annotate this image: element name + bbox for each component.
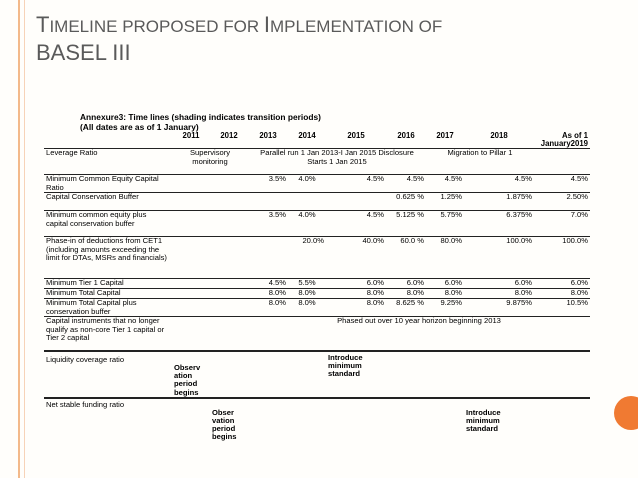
cell-2019: 10.5%	[534, 299, 590, 317]
row-label: Leverage Ratio	[44, 149, 172, 175]
table-row-min-tier1	[44, 279, 590, 289]
title-word-1: IMELINE PROPOSED FOR	[49, 17, 264, 36]
cell-2017: 6.0%	[426, 279, 464, 289]
cell-2015: 8.0%	[326, 289, 386, 299]
cell-2013: 4.5%	[248, 279, 288, 289]
cell-2016: 0.625 %	[386, 193, 426, 211]
row-label: Minimum common equity plus capital conservation buffer	[44, 211, 172, 237]
introduce-cell-2015: Introduce minimum standard	[326, 351, 386, 398]
table-row-capital-conservation-buffer	[44, 193, 590, 211]
cell-2014: 4.0%	[288, 175, 326, 193]
cell-2015: 8.0%	[326, 299, 386, 317]
left-border-line-thin	[24, 0, 25, 478]
orange-circle-decoration	[614, 396, 638, 430]
cell-2014: 20.0%	[288, 237, 326, 279]
cell-2014: 4.0%	[288, 211, 326, 237]
row-label: Minimum Tier 1 Capital	[44, 279, 172, 289]
cell-2018: 100.0%	[464, 237, 534, 279]
year-2017: 2017	[426, 132, 464, 149]
cell-2016: 8.0%	[386, 289, 426, 299]
table-row-liquidity-coverage	[44, 351, 590, 398]
cell-2017: 5.75%	[426, 211, 464, 237]
cell-2015: 6.0%	[326, 279, 386, 289]
row-label: Minimum Total Capital plus conservation buffer	[44, 299, 172, 317]
row-label: Liquidity coverage ratio	[44, 351, 172, 398]
row-label: Phase-in of deductions from CET1 (including amounts exceeding the limit for DTAs, MSRs and financials)	[44, 237, 172, 279]
supervisory-monitoring-cell: Supervisory monitoring	[172, 149, 248, 175]
cell-2016: 8.625 %	[386, 299, 426, 317]
table-row-phase-in-deductions	[44, 237, 590, 279]
cell-2018: 1.875%	[464, 193, 534, 211]
cell-2016: 6.0%	[386, 279, 426, 289]
cell-2014: 5.5%	[288, 279, 326, 289]
cell-2019: 4.5%	[534, 175, 590, 193]
cell-2014: 8.0%	[288, 299, 326, 317]
migration-cell: Migration to Pillar 1	[426, 149, 534, 175]
annexure-line-1: Annexure3: Time lines (shading indicates transition periods)	[80, 112, 321, 122]
cell-2019: 100.0%	[534, 237, 590, 279]
cell-2018: 6.375%	[464, 211, 534, 237]
cell-2019: 2.50%	[534, 193, 590, 211]
cell-2013: 3.5%	[248, 211, 288, 237]
row-label: Minimum Total Capital	[44, 289, 172, 299]
year-2011: 2011	[172, 132, 210, 149]
year-2013: 2013	[248, 132, 288, 149]
left-border-line	[18, 0, 20, 478]
cell-2015: 4.5%	[326, 175, 386, 193]
cell-2014: 8.0%	[288, 289, 326, 299]
row-label: Capital instruments that no longer qualify as non-core Tier 1 capital or Tier 2 capital	[44, 317, 172, 351]
basel-timeline-table	[44, 132, 590, 442]
table-row-min-common-equity	[44, 175, 590, 193]
introduce-cell-2018: Introduce minimum standard	[464, 398, 534, 442]
cell-2013: 8.0%	[248, 299, 288, 317]
annexure-caption	[80, 113, 321, 132]
cell-2019: 8.0%	[534, 289, 590, 299]
cell-2018: 6.0%	[464, 279, 534, 289]
table-row-total-capital-plus-buffer	[44, 299, 590, 317]
cell-2016: 60.0 %	[386, 237, 426, 279]
cell-2017: 9.25%	[426, 299, 464, 317]
title-word-2: MPLEMENTATION OF	[270, 17, 443, 36]
row-label: Minimum Common Equity Capital Ratio	[44, 175, 172, 193]
cell-2019: 6.0%	[534, 279, 590, 289]
year-2012: 2012	[210, 132, 248, 149]
cell-2015: 40.0%	[326, 237, 386, 279]
title-cap-2: I	[263, 12, 271, 37]
observation-cell-2011: Observ ation period begins	[172, 351, 210, 398]
cell-2017: 80.0%	[426, 237, 464, 279]
cell-2018: 8.0%	[464, 289, 534, 299]
cell-2017: 1.25%	[426, 193, 464, 211]
table-row-common-equity-plus-buffer	[44, 211, 590, 237]
cell-2017: 4.5%	[426, 175, 464, 193]
phased-out-cell: Phased out over 10 year horizon beginning 2013	[248, 317, 590, 351]
cell-2019: 7.0%	[534, 211, 590, 237]
cell-2015: 4.5%	[326, 211, 386, 237]
cell-2018: 4.5%	[464, 175, 534, 193]
table-row-capital-instruments	[44, 317, 590, 351]
cell-2018: 9.875%	[464, 299, 534, 317]
year-2019: As of 1 January2019	[534, 132, 590, 149]
observation-cell-2012: Obser vation period begins	[210, 398, 248, 442]
cell-2016: 5.125 %	[386, 211, 426, 237]
cell-2017: 8.0%	[426, 289, 464, 299]
parallel-run-cell: Parallel run 1 Jan 2013-I Jan 2015 Disclosure Starts 1 Jan 2015	[248, 149, 426, 175]
table-row-net-stable-funding	[44, 398, 590, 442]
cell-2013: 8.0%	[248, 289, 288, 299]
annexure-line-2: (All dates are as of 1 January)	[80, 121, 199, 132]
year-2018: 2018	[464, 132, 534, 149]
table-row-min-total-capital	[44, 289, 590, 299]
table-row-leverage	[44, 149, 590, 175]
year-2015: 2015	[326, 132, 386, 149]
year-2016: 2016	[386, 132, 426, 149]
title-line-2: BASEL III	[36, 40, 131, 65]
slide-title	[36, 12, 596, 66]
cell-2016: 4.5%	[386, 175, 426, 193]
year-header-row	[44, 132, 590, 149]
row-label: Net stable funding ratio	[44, 398, 172, 442]
title-cap-1: T	[36, 12, 50, 37]
row-label: Capital Conservation Buffer	[44, 193, 172, 211]
year-2014: 2014	[288, 132, 326, 149]
cell-2013: 3.5%	[248, 175, 288, 193]
